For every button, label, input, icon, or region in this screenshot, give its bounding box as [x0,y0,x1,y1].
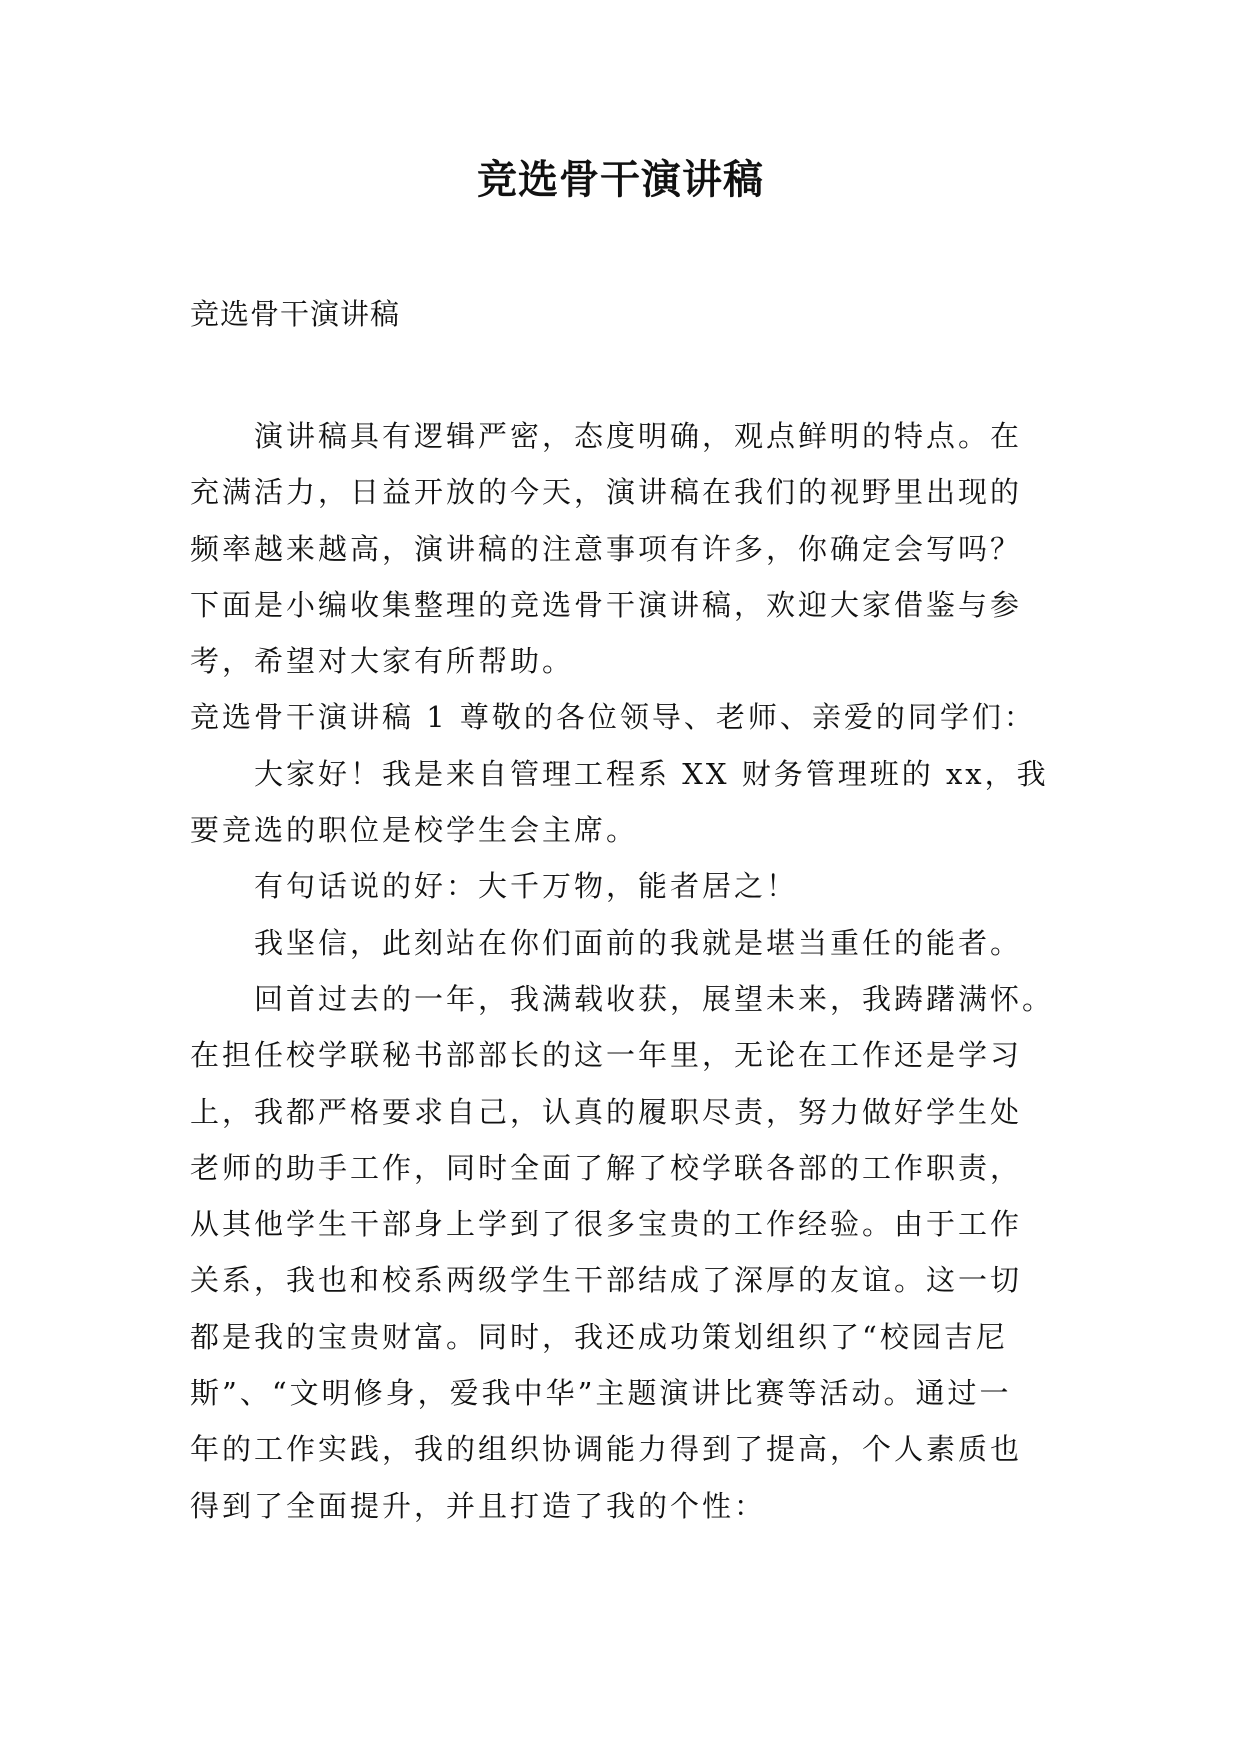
text-line: 频率越来越高，演讲稿的注意事项有许多，你确定会写吗？ [190,531,1023,566]
text-line: 都是我的宝贵财富。同时，我还成功策划组织了“校园吉尼 [190,1319,1008,1354]
text-line: 得到了全面提升，并且打造了我的个性： [190,1488,767,1523]
text-line: 充满活力，日益开放的今天，演讲稿在我们的视野里出现的 [190,475,1023,510]
text-line: 我坚信，此刻站在你们面前的我就是堪当重任的能者。 [254,925,1023,960]
text-line: 考，希望对大家有所帮助。 [190,644,575,679]
text-line: 要竞选的职位是校学生会主席。 [190,813,639,848]
document-body [190,408,1090,1534]
text-line: 竞选骨干演讲稿 1 尊敬的各位领导、老师、亲爱的同学们： [190,700,1036,735]
document-title: 竞选骨干演讲稿 [477,157,764,203]
document-subtitle: 竞选骨干演讲稿 [190,297,401,331]
text-line: 有句话说的好：大千万物，能者居之！ [254,869,799,904]
text-line: 下面是小编收集整理的竞选骨干演讲稿，欢迎大家借鉴与参 [190,587,1023,622]
text-line: 上，我都严格要求自己，认真的履职尽责，努力做好学生处 [190,1094,1023,1129]
text-line: 在担任校学联秘书部部长的这一年里，无论在工作还是学习 [190,1038,1023,1073]
text-line: 年的工作实践，我的组织协调能力得到了提高，个人素质也 [190,1432,1023,1467]
text-line: 老师的助手工作，同时全面了解了校学联各部的工作职责， [190,1150,1023,1185]
text-line: 回首过去的一年，我满载收获，展望未来，我踌躇满怀。 [254,981,1055,1016]
text-line: 从其他学生干部身上学到了很多宝贵的工作经验。由于工作 [190,1207,1023,1242]
text-line: 大家好！我是来自管理工程系 XX 财务管理班的 xx，我 [254,756,1049,791]
text-line: 关系，我也和校系两级学生干部结成了深厚的友谊。这一切 [190,1263,1023,1298]
text-line: 斯”、“文明修身，爱我中华”主题演讲比赛等活动。通过一 [190,1376,1012,1411]
text-line: 演讲稿具有逻辑严密，态度明确，观点鲜明的特点。在 [254,419,1023,453]
